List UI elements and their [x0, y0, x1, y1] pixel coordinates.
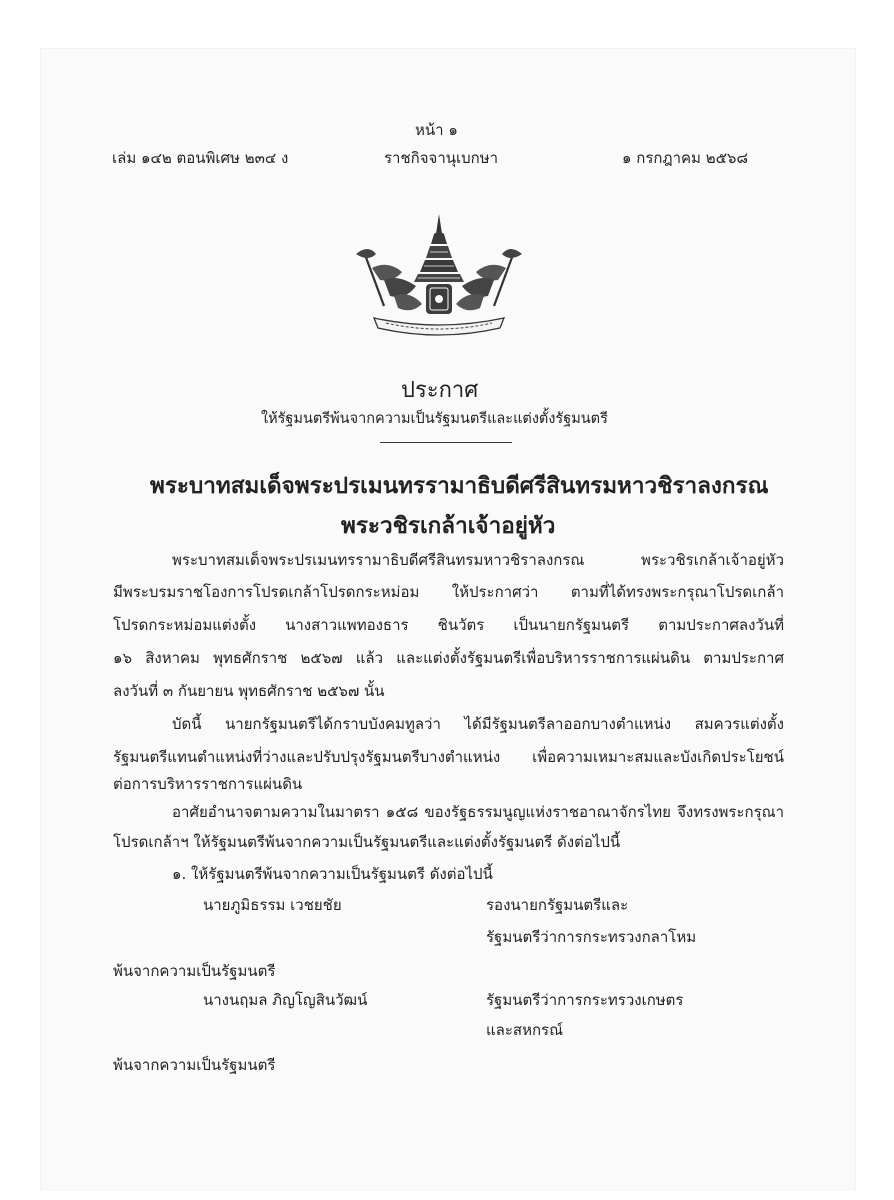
paragraph3-line1: อาศัยอำนาจตามความในมาตรา ๑๕๘ ของรัฐธรรมนูญแห่งราชอาณาจักรไทย จึงทรงพระกรุณา: [172, 803, 784, 821]
royal-garuda-emblem-icon: [354, 210, 524, 340]
volume-issue: เล่ม ๑๔๒ ตอนพิเศษ ๒๓๔ ง: [112, 149, 289, 167]
minister2-name: นางนฤมล ภิญโญสินวัฒน์: [203, 991, 368, 1009]
king-name-line2: พระวชิรเกล้าเจ้าอยู่หัว: [341, 513, 556, 539]
minister2-position-line1: รัฐมนตรีว่าการกระทรวงเกษตร: [486, 991, 684, 1009]
paragraph2-line2: รัฐมนตรีแทนตำแหน่งที่ว่างและปรับปรุงรัฐมนตรีบางตำแหน่ง เพื่อความเหมาะสมและบังเกิดประโยชน์: [113, 748, 784, 766]
publication-date: ๑ กรกฎาคม ๒๕๖๘: [622, 149, 749, 167]
paragraph1-line3: โปรดกระหม่อมแต่งตั้ง นางสาวแพทองธาร ชินวัตร เป็นนายกรัฐมนตรี ตามประกาศลงวันที่: [113, 616, 784, 634]
minister2-result: พ้นจากความเป็นรัฐมนตรี: [113, 1056, 276, 1074]
minister1-position-line2: รัฐมนตรีว่าการกระทรวงกลาโหม: [486, 928, 697, 946]
page-number: หน้า ๑: [415, 121, 458, 139]
item1-heading: ๑. ให้รัฐมนตรีพ้นจากความเป็นรัฐมนตรี ดังต่อไปนี้: [172, 865, 493, 883]
minister2-position-line2: และสหกรณ์: [486, 1021, 564, 1039]
announcement-title: ประกาศ: [401, 378, 479, 403]
minister1-name: นายภูมิธรรม เวชยชัย: [203, 896, 342, 914]
paragraph1-line4: ๑๖ สิงหาคม พุทธศักราช ๒๕๖๗ แล้ว และแต่งตั้งรัฐมนตรีเพื่อบริหารราชการแผ่นดิน ตามประกาศ: [113, 649, 784, 667]
paragraph1-line1: พระบาทสมเด็จพระปรเมนทรรามาธิบดีศรีสินทรมหาวชิราลงกรณ พระวชิรเกล้าเจ้าอยู่หัว: [172, 551, 784, 569]
paragraph3-line2: โปรดเกล้าฯ ให้รัฐมนตรีพ้นจากความเป็นรัฐมนตรีและแต่งตั้งรัฐมนตรี ดังต่อไปนี้: [113, 833, 621, 851]
paragraph2-line3: ต่อการบริหารราชการแผ่นดิน: [113, 775, 303, 793]
paragraph1-line5: ลงวันที่ ๓ กันยายน พุทธศักราช ๒๕๖๗ นั้น: [113, 682, 385, 700]
gazette-name: ราชกิจจานุเบกษา: [384, 149, 499, 167]
paragraph2-line1: บัดนี้ นายกรัฐมนตรีได้กราบบังคมทูลว่า ได้มีรัฐมนตรีลาออกบางตำแหน่ง สมควรแต่งตั้ง: [172, 715, 784, 733]
title-divider: [380, 442, 512, 443]
minister1-position-line1: รองนายกรัฐมนตรีและ: [486, 896, 629, 914]
king-name-line1: พระบาทสมเด็จพระปรเมนทรรามาธิบดีศรีสินทรมหาวชิราลงกรณ: [150, 473, 769, 499]
minister1-result: พ้นจากความเป็นรัฐมนตรี: [113, 962, 276, 980]
announcement-subtitle: ให้รัฐมนตรีพ้นจากความเป็นรัฐมนตรีและแต่งตั้งรัฐมนตรี: [261, 411, 608, 427]
paragraph1-line2: มีพระบรมราชโองการโปรดเกล้าโปรดกระหม่อม ให้ประกาศว่า ตามที่ได้ทรงพระกรุณาโปรดเกล้า: [113, 583, 784, 601]
